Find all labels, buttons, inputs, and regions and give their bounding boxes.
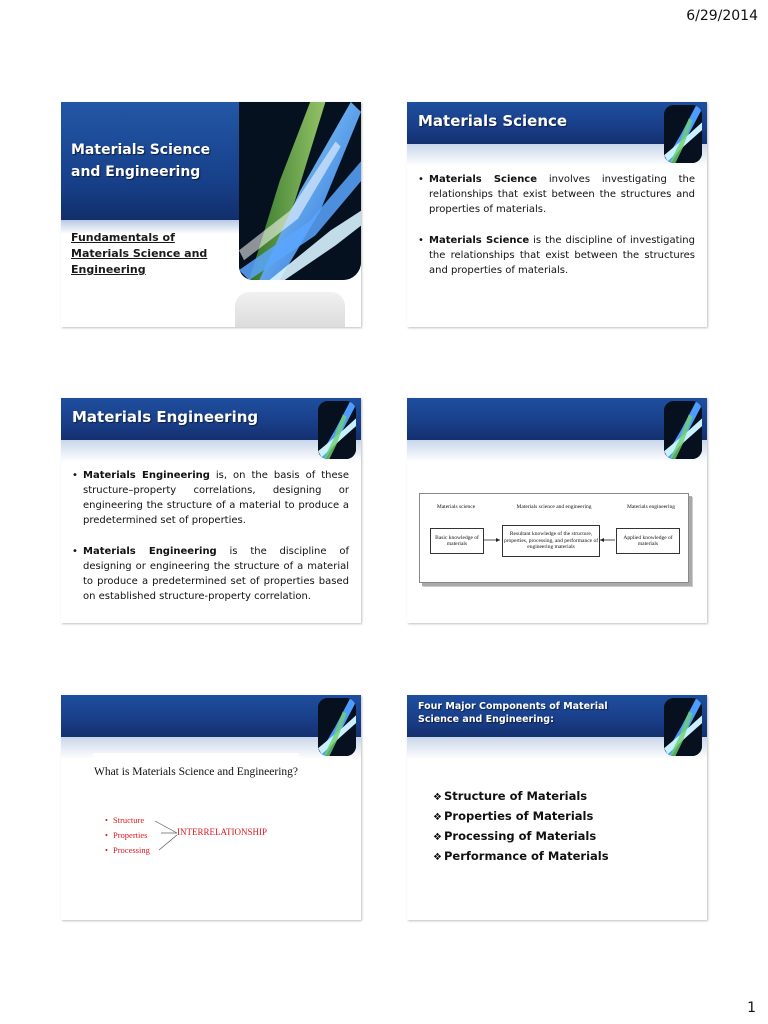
list-item: • Properties [105,830,148,840]
diagram-box-left: Basic knowledge of materials [430,528,484,554]
slide-thumbnail-image [664,401,702,459]
diamond-bullet-icon: ❖ [433,852,442,863]
diagram-heading-left: Materials science [436,504,476,510]
diamond-bullet-icon: ❖ [433,832,442,843]
slide-thumbnail-image [664,698,702,756]
list-item: • Structure [105,815,145,825]
list-item: ❖ Structure of Materials [433,789,588,803]
interrelationship-label: INTERRELATIONSHIP [177,827,267,837]
list-item: ❖ Performance of Materials [433,849,609,863]
components-list [433,787,609,867]
diagram-heading-right: Materials engineering [626,504,676,510]
question-panel [93,753,299,913]
slide-4 [407,398,707,623]
slide-thumbnail-image [318,698,356,756]
page-number: 1 [747,1000,756,1016]
slide-6 [407,695,707,920]
bullet-item: • Materials Science involves investigating the relationships that exist between the structures and properties of materials. [418,174,695,215]
diagram-box-center: Resultant knowledge of the structure, properties, processing, and performance of engineering materials [502,525,600,557]
question-title: What is Materials Science and Engineering? [93,766,299,778]
diagram-box-right: Applied knowledge of materials [616,528,680,554]
diamond-bullet-icon: ❖ [433,812,442,823]
bullet-item: • Materials Engineering is, on the basis of these structure–property correlations, designing or engineering the structure of a material to produce a predetermined set of properties. [72,470,349,526]
slide-thumbnail-image [318,401,356,459]
slide-3-title: Materials Engineering [72,408,259,426]
mse-relationship-diagram [419,493,689,583]
slide-6-title: Four Major Components of Material Science and Engineering: [418,701,608,725]
list-item: • Processing [105,845,150,855]
diagram-arrows [420,494,688,582]
light-streaks-image [239,102,361,280]
slide-3 [61,398,361,623]
slide-5 [61,695,361,920]
bullet-item: • Materials Science is the discipline of investigating the relationships that exist between the structures and properties of materials. [418,235,695,276]
bullet-item: • Materials Engineering is the discipline of designing or engineering the structure of a material to produce a predetermined set of properties based on established structure-property correlation. [72,546,349,602]
slide-1-subtitle: Fundamentals of Materials Science and Engineering [71,231,208,276]
slide-1 [61,102,361,327]
slide-1-title: Materials Science and Engineering [71,142,211,180]
slide-2 [407,102,707,327]
slide-2-title: Materials Science [418,112,568,130]
header-date: 6/29/2014 [686,8,758,24]
diagram-heading-center: Materials science and engineering [516,504,592,510]
list-item: ❖ Properties of Materials [433,809,594,823]
connector-lines [93,753,299,913]
diamond-bullet-icon: ❖ [433,792,442,803]
slide-thumbnail-image [664,105,702,163]
list-item: ❖ Processing of Materials [433,829,597,843]
